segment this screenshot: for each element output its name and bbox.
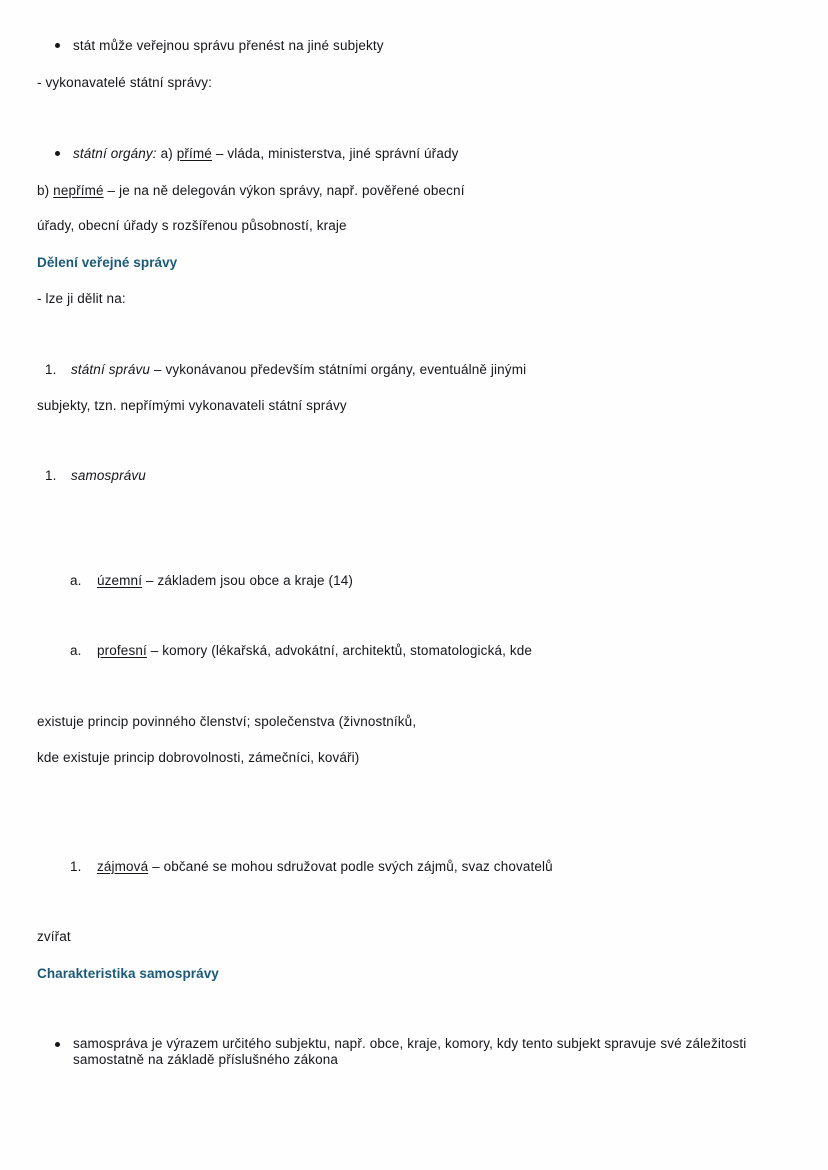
term-zajmova: zájmová (97, 859, 149, 874)
rest-neprime: – je na ně delegován výkon správy, např. pověřené obecní (107, 183, 465, 198)
rest-prime: – vláda, ministerstva, jiné správní úřady (215, 146, 459, 161)
list-marker: 1. (70, 859, 82, 874)
bullet-icon (55, 1036, 73, 1053)
rest-statni-spravu: – vykonávanou především státními orgány, eventuálně jinými (153, 362, 527, 377)
list-item-profesni (70, 642, 795, 659)
paragraph-zvirat: zvířat (37, 929, 71, 944)
paragraph-lze-ji-delit: - lze ji dělit na: (37, 291, 126, 306)
list-item-uzemni (70, 572, 795, 589)
paragraph-subjekty: subjekty, tzn. nepřímými vykonavateli státní správy (37, 398, 347, 413)
heading-charakteristika-samospravy: Charakteristika samosprávy (37, 966, 219, 981)
term-uzemni: územní (97, 573, 143, 588)
list-item-text (73, 1036, 755, 1068)
rest-zajmova: – občané se mohou sdružovat podle svých zájmů, svaz chovatelů (152, 859, 553, 874)
list-item-statni-organy (55, 145, 795, 162)
bullet-icon (55, 37, 73, 54)
list-marker: 1. (45, 468, 57, 483)
list-marker: a. (70, 643, 82, 658)
label-a: a) (160, 146, 173, 161)
list-item-statni-spravu (45, 361, 795, 378)
list-item-samospravu (45, 467, 795, 484)
list-item-text (97, 572, 795, 589)
term-neprime: nepřímé (53, 183, 104, 198)
list-item-text: stát může veřejnou správu přenést na jiné subjekty (73, 38, 384, 53)
bullet-icon (55, 145, 73, 162)
list-item-samosprava-vyraz (55, 1036, 755, 1068)
paragraph-existuje-povinne: existuje princip povinného členství; společenstva (živnostníků, (37, 714, 417, 729)
label-b: b) (37, 183, 50, 198)
final-bullet-line-1: samospráva je výrazem určitého subjektu, např. obce, kraje, komory, kdy tento subjekt spravuje své záležitosti (73, 1036, 747, 1051)
paragraph-vykonavatele: - vykonavatelé státní správy: (37, 75, 212, 90)
list-item-zajmova (70, 858, 795, 875)
list-marker: a. (70, 573, 82, 588)
list-item-text (97, 642, 795, 659)
term-samospravu: samosprávu (71, 468, 146, 483)
list-item-text (97, 858, 795, 875)
term-prime: přímé (176, 146, 212, 161)
paragraph-urady: úřady, obecní úřady s rozšířenou působností, kraje (37, 218, 347, 233)
term-statni-organy: státní orgány: (73, 146, 157, 161)
paragraph-existuje-dobrovolnost: kde existuje princip dobrovolnosti, zámečníci, kováři) (37, 750, 360, 765)
rest-uzemni: – základem jsou obce a kraje (14) (145, 573, 354, 588)
list-marker: 1. (45, 362, 57, 377)
list-item-text (71, 361, 795, 378)
heading-deleni-verejne-spravy: Dělení veřejné správy (37, 255, 178, 270)
final-bullet-line-2: samostatně na základě příslušného zákona (73, 1052, 339, 1067)
list-item-text (73, 145, 795, 162)
list-item-stat-muze (55, 37, 795, 54)
rest-profesni: – komory (lékařská, advokátní, architektů, stomatologická, kde (150, 643, 533, 658)
term-profesni: profesní (97, 643, 147, 658)
term-statni-spravu: státní správu (71, 362, 151, 377)
paragraph-neprime (37, 182, 465, 199)
